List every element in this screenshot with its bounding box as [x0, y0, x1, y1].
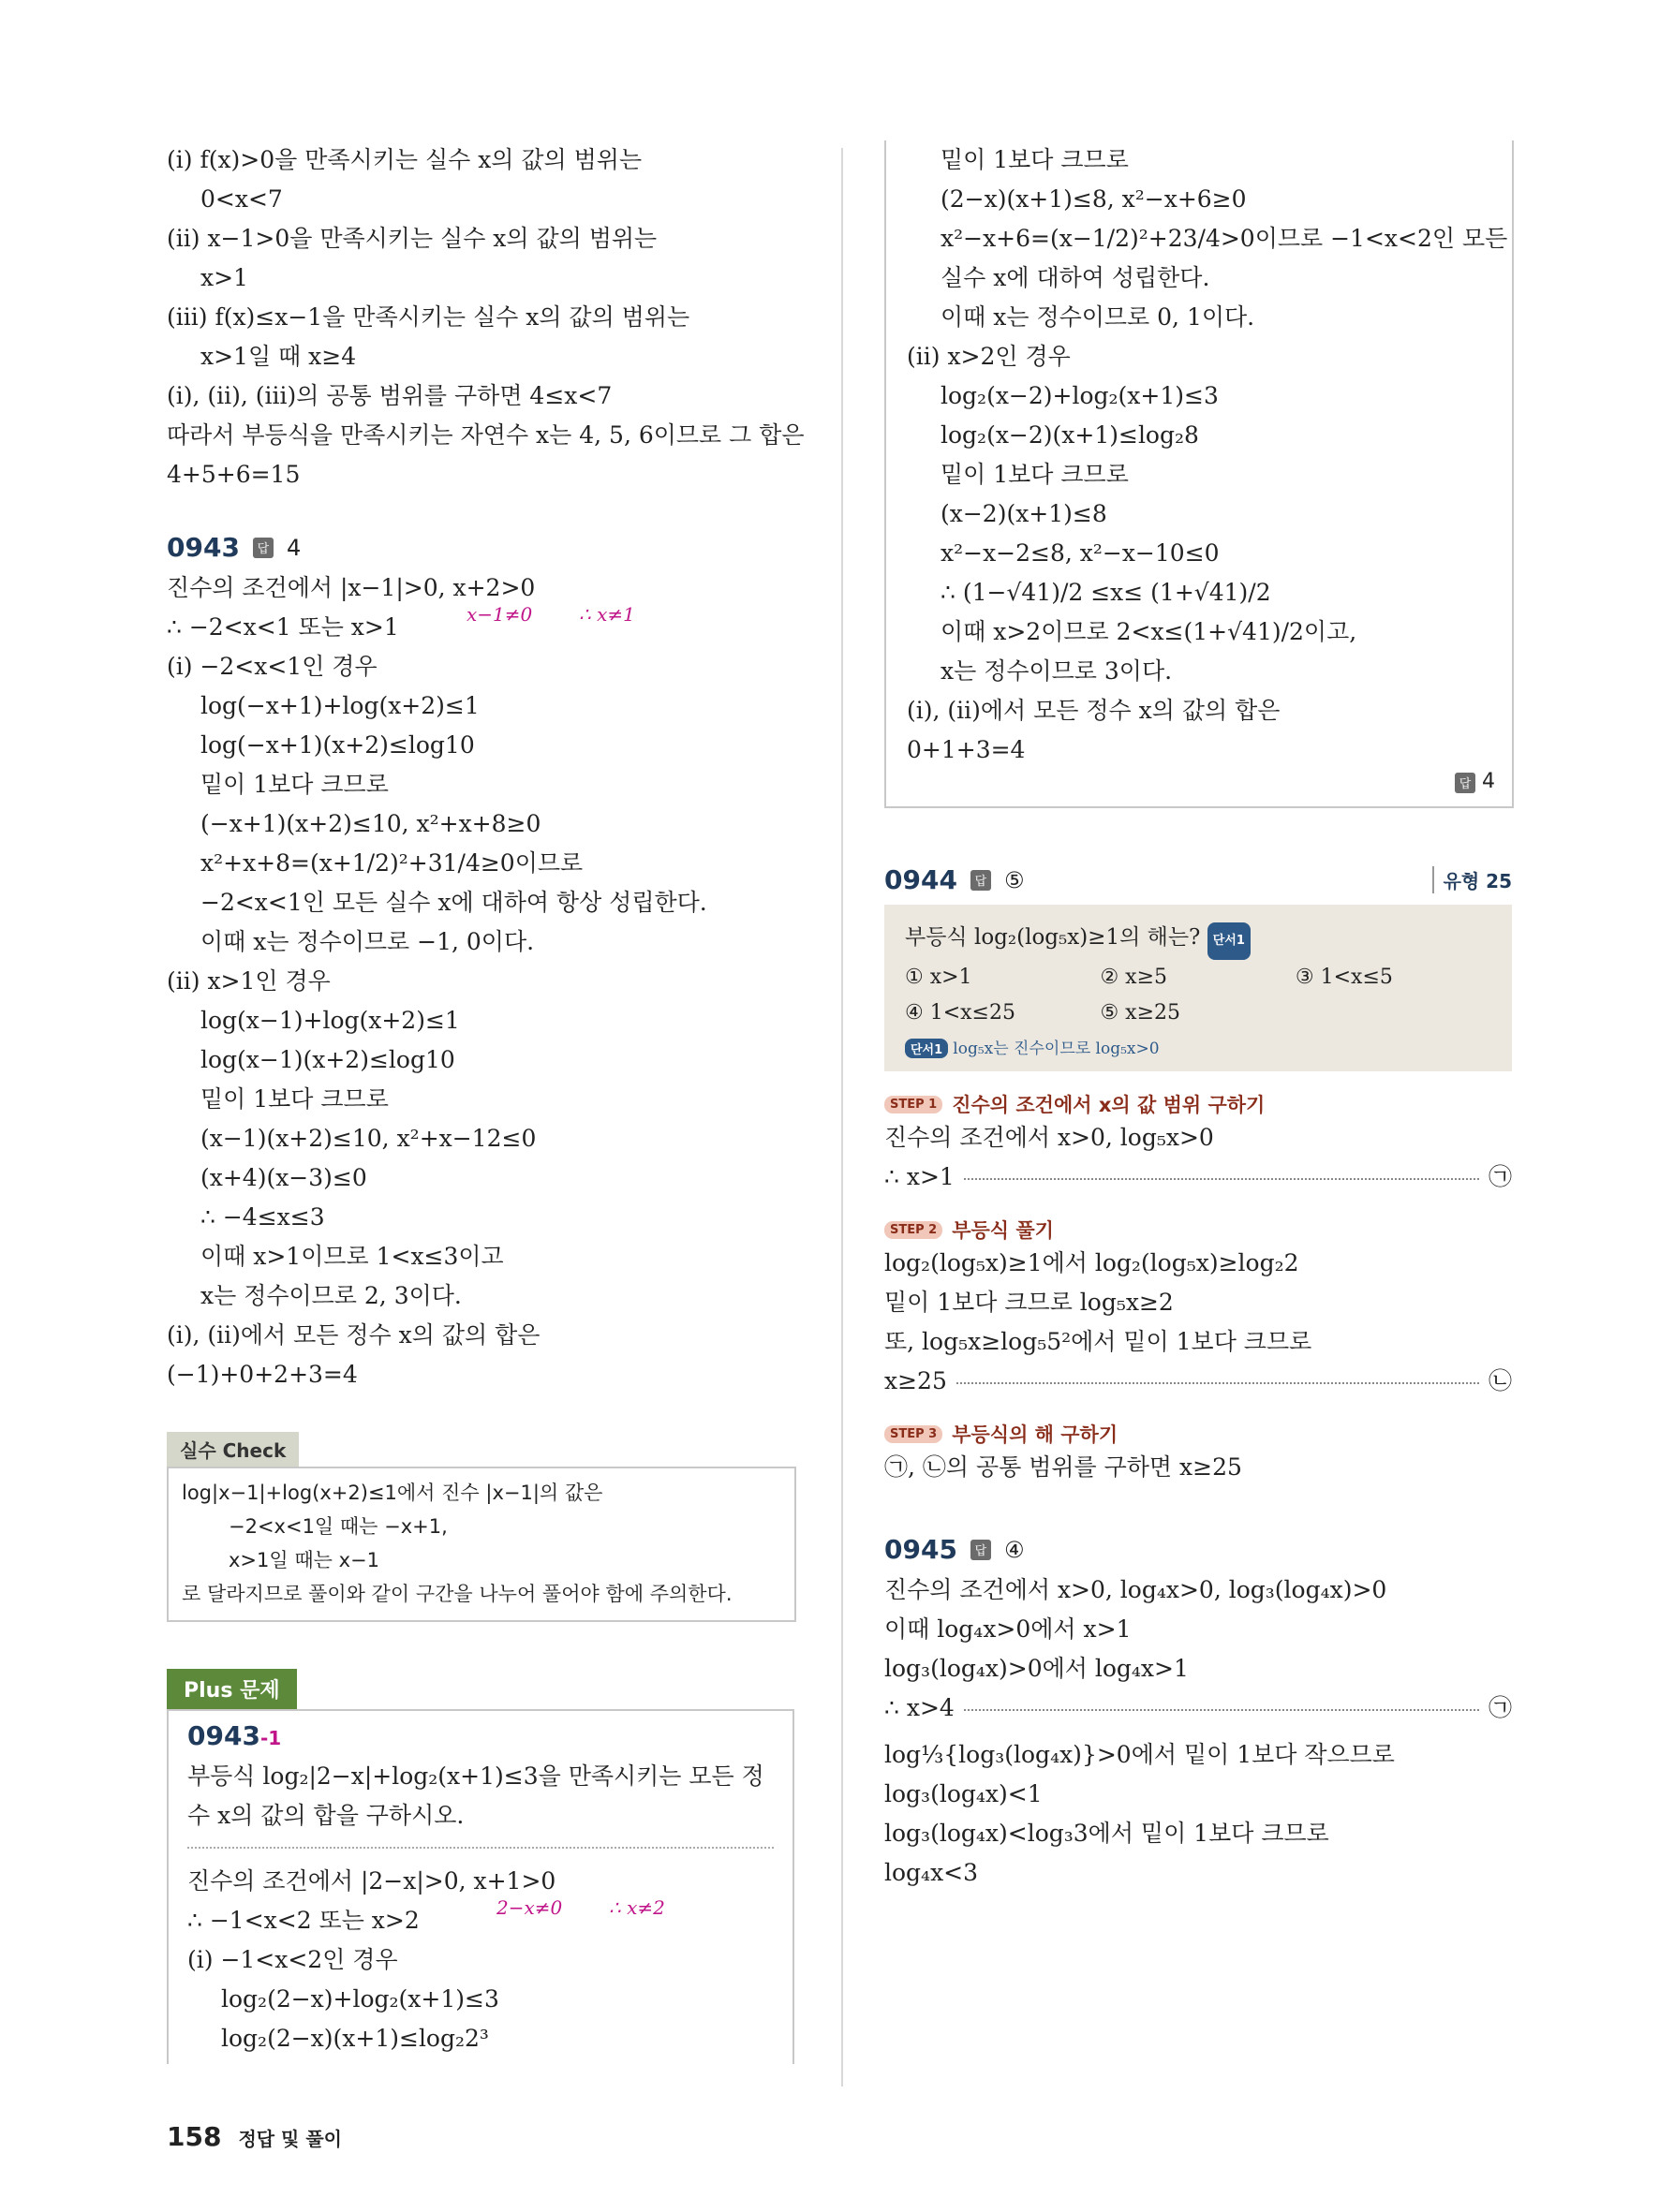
question-box-0944	[884, 905, 1512, 1071]
text-line: (ⅱ) x>2인 경우	[907, 343, 1071, 370]
step-2-header	[884, 1216, 1512, 1244]
text-line: (ⅲ) f(x)≤x−1을 만족시키는 실수 x의 값의 범위는	[167, 303, 690, 331]
answer-value: 4	[1482, 770, 1495, 793]
text-line: 이때 x는 정수이므로 0, 1이다.	[941, 303, 1255, 331]
choices	[905, 960, 1491, 1031]
choice-4: ④ 1<x≤25	[905, 1001, 1015, 1025]
step-1-header	[884, 1090, 1512, 1118]
text-line: log₂(2−x)+log₂(x+1)≤3	[221, 1985, 499, 2013]
text-line: ㉠, ㉡의 공통 범위를 구하면 x≥25	[884, 1453, 1242, 1481]
plus-problem-tab: Plus 문제	[167, 1669, 297, 1709]
text-line: x는 정수이므로 2, 3이다.	[200, 1282, 462, 1309]
annotation-note: ∴ x≠2	[609, 1896, 665, 1919]
text-line: ∴ x>4 ㉠	[884, 1688, 1512, 1728]
text-line: log(x−1)(x+2)≤log10	[200, 1046, 455, 1073]
text-line: log₂(log₅x)≥1에서 log₂(log₅x)≥log₂2	[884, 1249, 1299, 1276]
step-3-header	[884, 1420, 1512, 1448]
text-line: (x−1)(x+2)≤10, x²+x−12≤0	[200, 1125, 537, 1152]
text-line: 진수의 조건에서 x>0, log₅x>0	[884, 1124, 1214, 1151]
text-line: (ⅰ), (ⅱ)에서 모든 정수 x의 값의 합은	[907, 697, 1281, 724]
text-line: (ⅰ), (ⅱ)에서 모든 정수 x의 값의 합은	[167, 1321, 541, 1349]
answer-value: ④	[1003, 1536, 1025, 1563]
answer-value: ⑤	[1003, 866, 1025, 893]
text-line: x는 정수이므로 3이다.	[941, 657, 1173, 685]
text-line: (2−x)(x+1)≤8, x²−x+6≥0	[941, 185, 1247, 213]
plus-problem-body	[167, 1709, 794, 2064]
text-line: x²−x+6=(x−1/2)²+23/4>0이므로 −1<x<2인 모든	[941, 225, 1508, 252]
answer-icon: 답	[970, 1540, 991, 1560]
text-line: (−x+1)(x+2)≤10, x²+x+8≥0	[200, 810, 541, 837]
text-line: log₃(log₄x)<1	[884, 1780, 1043, 1807]
text-line: 이때 log₄x>0에서 x>1	[884, 1615, 1132, 1643]
page-footer	[167, 2121, 342, 2152]
text-line: 0+1+3=4	[907, 736, 1026, 763]
problem-header-0945	[884, 1534, 1512, 1565]
column-divider	[841, 148, 843, 2087]
clue-line	[905, 1035, 1491, 1058]
text-line: 밑이 1보다 크므로	[941, 146, 1129, 173]
text-line: ∴ (1−√41)/2 ≤x≤ (1+√41)/2	[941, 579, 1271, 606]
clue-badge: 단서1	[1207, 922, 1251, 960]
text-line: x>1일 때 x≥4	[200, 343, 357, 370]
problem-number: 0943	[167, 532, 240, 563]
text-line: ∴ −2<x<1 또는 x>1 x−1≠0 ∴ x≠1	[167, 608, 794, 647]
text-line: (ⅱ) x−1>0을 만족시키는 실수 x의 값의 범위는	[167, 225, 658, 252]
answer-icon: 답	[253, 538, 274, 558]
choice-1: ① x>1	[905, 966, 972, 989]
plus-problem	[167, 1669, 794, 2064]
previous-solution-end	[167, 140, 805, 494]
text-line: log|x−1|+log(x+2)≤1에서 진수 |x−1|의 값은	[182, 1482, 603, 1504]
text-line: x≥25 ㉡	[884, 1362, 1512, 1401]
question-line: 부등식 log₂|2−x|+log₂(x+1)≤3을 만족시키는 모든 정	[187, 1762, 764, 1790]
step-title: 부등식 풀기	[952, 1219, 1054, 1242]
page-number: 158	[167, 2121, 222, 2152]
step-badge: STEP 3	[884, 1425, 942, 1443]
choice-2: ② x≥5	[1100, 966, 1168, 989]
step-title: 진수의 조건에서 x의 값 범위 구하기	[952, 1094, 1266, 1116]
footer-title: 정답 및 풀이	[238, 2128, 342, 2150]
text-line: (ⅱ) x>1인 경우	[167, 967, 331, 995]
text-line: log₃(log₄x)<log₃3에서 밑이 1보다 크므로	[884, 1820, 1329, 1847]
text-line: −2<x<1인 모든 실수 x에 대하여 항상 성립한다.	[200, 889, 707, 916]
text-line: log₂(2−x)(x+1)≤log₂2³	[221, 2025, 489, 2052]
annotation-note: x−1≠0	[467, 603, 533, 626]
step-badge: STEP 1	[884, 1096, 942, 1113]
text-line: x>1일 때는 x−1	[229, 1549, 379, 1571]
choice-5: ⑤ x≥25	[1100, 1001, 1181, 1025]
annotation-note: ∴ x≠1	[579, 603, 635, 626]
text-line: −2<x<1일 때는 −x+1,	[229, 1515, 448, 1538]
problem-header-0943	[167, 532, 794, 563]
text-line: (−1)+0+2+3=4	[167, 1361, 358, 1388]
text-line: 0<x<7	[200, 185, 283, 213]
text-line: 또, log₅x≥log₅5²에서 밑이 1보다 크므로	[884, 1328, 1312, 1355]
mistake-check-box	[167, 1432, 794, 1622]
text-line: (x−2)(x+1)≤8	[941, 500, 1107, 527]
answer-icon: 답	[1455, 773, 1475, 793]
text-line: 밑이 1보다 크므로	[200, 1085, 389, 1113]
text-line: 이때 x는 정수이므로 −1, 0이다.	[200, 928, 535, 955]
type-tag: 유형 25	[1432, 866, 1512, 893]
text-line: ∴ x>1 ㉠	[884, 1158, 1512, 1197]
left-column	[167, 140, 805, 2064]
text-line: 진수의 조건에서 |x−1|>0, x+2>0	[167, 574, 536, 601]
text-line: 로 달라지므로 풀이와 같이 구간을 나누어 풀어야 함에 주의한다.	[182, 1583, 733, 1605]
text-line: log₂(x−2)+log₂(x+1)≤3	[941, 382, 1219, 409]
mistake-check-body	[167, 1467, 796, 1622]
text-line: log(−x+1)+log(x+2)≤1	[200, 692, 480, 719]
plus-solution-continued	[884, 140, 1514, 808]
text-line: 진수의 조건에서 |2−x|>0, x+1>0	[187, 1867, 556, 1895]
step-title: 부등식의 해 구하기	[952, 1423, 1118, 1446]
answer-line	[907, 770, 1495, 793]
text-line: (ⅰ) −2<x<1인 경우	[167, 653, 378, 680]
clue-text: log₅x는 진수이므로 log₅x>0	[953, 1040, 1160, 1058]
text-line: 진수의 조건에서 x>0, log₄x>0, log₃(log₄x)>0	[884, 1576, 1387, 1603]
text-line: log(−x+1)(x+2)≤log10	[200, 731, 475, 759]
text-line: log₂(x−2)(x+1)≤log₂8	[941, 421, 1199, 449]
circled-mark: ㉡	[1488, 1367, 1512, 1394]
choice-3: ③ 1<x≤5	[1295, 966, 1393, 989]
text-line: 이때 x>2이므로 2<x≤(1+√41)/2이고,	[941, 618, 1357, 645]
annotation-note: 2−x≠0	[496, 1896, 563, 1919]
circled-mark: ㉠	[1488, 1163, 1512, 1190]
text-line: (ⅰ) −1<x<2인 경우	[187, 1946, 398, 1973]
answer-value: 4	[286, 534, 302, 561]
text-line: log⅓{log₃(log₄x)}>0에서 밑이 1보다 작으므로	[884, 1741, 1395, 1768]
problem-header-0944	[884, 864, 1512, 895]
dot-leader	[956, 1382, 1479, 1384]
text-line: log(x−1)+log(x+2)≤1	[200, 1007, 460, 1034]
answer-icon: 답	[970, 870, 991, 891]
dot-leader	[964, 1709, 1479, 1711]
right-column	[884, 140, 1512, 1893]
text-line: 실수 x에 대하여 성립한다.	[941, 264, 1210, 291]
mistake-check-title: 실수 Check	[167, 1432, 299, 1467]
text-line: 밑이 1보다 크므로 log₅x≥2	[884, 1289, 1174, 1316]
text-line: 밑이 1보다 크므로	[200, 771, 389, 798]
text-line: ∴ −1<x<2 또는 x>2 2−x≠0 ∴ x≠2	[187, 1901, 774, 1940]
text-line: x²−x−2≤8, x²−x−10≤0	[941, 539, 1220, 567]
text-line: (ⅰ), (ⅱ), (ⅲ)의 공통 범위를 구하면 4≤x<7	[167, 382, 613, 409]
text-line: log₃(log₄x)>0에서 log₄x>1	[884, 1655, 1189, 1682]
dotted-separator	[187, 1847, 774, 1849]
plus-problem-number: 0943-1	[187, 1720, 282, 1751]
question-line: 수 x의 값의 합을 구하시오.	[187, 1802, 465, 1829]
text-line: ∴ −4≤x≤3	[200, 1203, 325, 1231]
text-line: (ⅰ) f(x)>0을 만족시키는 실수 x의 값의 범위는	[167, 146, 643, 173]
text-line: 이때 x>1이므로 1<x≤3이고	[200, 1243, 504, 1270]
question-text: 부등식 log₂(log₅x)≥1의 해는? 단서1	[905, 920, 1491, 960]
clue-badge: 단서1	[905, 1039, 948, 1058]
text-line: 4+5+6=15	[167, 461, 301, 488]
text-line: x²+x+8=(x+1/2)²+31/4≥0이므로	[200, 849, 584, 877]
text-line: 밑이 1보다 크므로	[941, 461, 1129, 488]
solution-0943	[167, 568, 794, 1394]
problem-number: 0944	[884, 864, 957, 895]
circled-mark: ㉠	[1488, 1694, 1512, 1721]
dot-leader	[964, 1178, 1479, 1180]
text-line: x>1	[200, 264, 248, 291]
step-badge: STEP 2	[884, 1221, 942, 1239]
text-line: (x+4)(x−3)≤0	[200, 1164, 367, 1191]
problem-number: 0945	[884, 1534, 957, 1565]
text-line: log₄x<3	[884, 1859, 979, 1886]
text-line: 따라서 부등식을 만족시키는 자연수 x는 4, 5, 6이므로 그 합은	[167, 421, 805, 449]
